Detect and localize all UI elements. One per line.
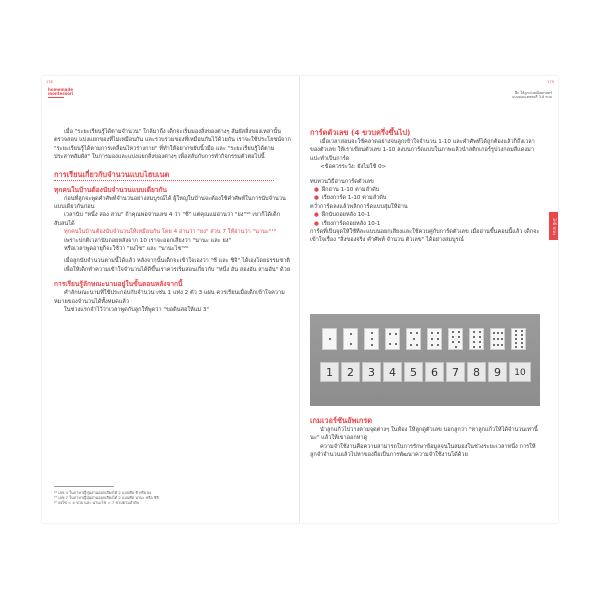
list-item: ● เรียงการ์ดถอยหลัง 10-1: [314, 220, 381, 227]
dot-card: [406, 328, 421, 350]
right-page: [300, 76, 558, 523]
dot-card: [469, 328, 484, 350]
chapter-line-1: ฝึก ให้ลูกเก่งคณิตศาสตร์: [515, 91, 552, 95]
paragraph: หรือเวลาพูดอายุก็จะใช้ว่า "ยงไซ" และ "นานะไซ"²⁰: [64, 246, 189, 253]
footnotes: [54, 486, 254, 506]
number-tile: 4: [383, 362, 402, 382]
brand-line-2: montessori: [48, 91, 74, 97]
dot-card: [364, 328, 379, 350]
dot-card: [490, 328, 505, 350]
subheading-classifiers: การเรียนรู้ลักษณะนามอยู่ในขั้นตอนหลังจากนี้: [54, 280, 183, 289]
bullet-icon: ●: [314, 220, 319, 227]
number-tiles-row: [320, 362, 532, 384]
emphasis-paragraph: ทุกคนในบ้านต้องนับจำนวนให้เหมือนกัน โดย 4 อ่านว่า "ยง" ส่วน 7 ให้อ่านว่า "นานะ"¹⁹: [64, 229, 276, 236]
paragraph: ก่อนที่ลูกจะพูดคำศัพท์จำนวนอย่างสมบูรณ์ได้ ผู้ใหญ่ในบ้านจะต้องใช้คำศัพท์ในการนับจำนวนแบบเดียวกันก่อน: [54, 195, 286, 211]
brand-underline: [48, 97, 64, 98]
number-tile: 7: [446, 362, 465, 382]
heading-counting-method: การเรียนเกี่ยวกับจำนวนแบบไฮบเนต: [54, 169, 170, 179]
paragraph: ทบทวนวิธีอ่านการ์ดตัวเลข: [310, 178, 374, 185]
dot-card: [427, 328, 442, 350]
paragraph: เพื่อให้เด็กทำความเข้าใจจำนวนได้ดีขึ้นเราควรเริ่มสอนเกี่ยวกับ "หนึ่ง อัน สองอัน สามอัน" ด้วย: [64, 266, 291, 273]
paragraph: ความจำใช้งานคือความสามารถในการรักษาข้อมูลจนในสมองในช่วงระยะเวลาหนึ่ง การให้ลูกจำจำนวนแล้วไปหาของถือเป็นการพัฒนาความจำใช้งานได้ด้วย: [310, 443, 536, 459]
steps-list-2: [314, 211, 540, 228]
brand-line-1: homemade: [48, 87, 73, 92]
footnote: ¹⁹ เลข 7 ในภาษาญี่ปุ่นอ่านออกเสียงได้ 2 แบบคือ นานะ หรือ ชิจิ: [54, 494, 159, 500]
number-tile: 1: [320, 362, 339, 382]
left-page-number: 178: [46, 80, 53, 84]
chapter-side-tab: 3-6 ขวบ: [549, 212, 558, 240]
paragraph: เพราะปกติเวลานับถอยหลังจาก 10 เราจะออกเสียงว่า "นานะ และ ยง": [64, 237, 232, 244]
number-tile: 10: [509, 362, 531, 382]
bullet-icon: ●: [314, 187, 319, 194]
paragraph: นำลูกแก้วไปวางตามจุดต่างๆ ในห้อง ให้ลูกดูตัวเลข บอกลูกว่า "หาลูกแก้วให้ได้จำนวนเท่านี้นะ" แล้วให้เขาออกหาดู: [310, 427, 538, 442]
subheading-same-counting: ทุกคนในบ้านต้องนับจำนวนแบบเดียวกัน: [54, 185, 168, 194]
footnote: ²⁰ ยงไซ = 4 ขวบ และ นานะไซ = 7 ขวบตามลำดับ: [54, 500, 140, 506]
paragraph: เมื่อลูกนับจำนวนตามนี้ได้แล้ว หลังจากนั้นเด็กจะเข้าใจเองว่า "ชี และ ชิจิ" ได้เองโดยธรรมชาติ: [64, 258, 290, 265]
bullet-icon: ●: [314, 212, 319, 219]
dot-card: [343, 328, 358, 350]
left-page: [42, 76, 300, 523]
chapter-title: [512, 91, 552, 99]
number-tile: 9: [488, 362, 507, 382]
paragraph: เวลานับ "หนึ่ง สอง สาม" ถ้าคุณพ่อจ่านเลข 4 ว่า "ชี" แต่คุณแม่อ่านว่า "ยง"¹⁸ เขาก็ได้เด็กสับสนได้: [54, 212, 280, 227]
bullet-icon: ●: [314, 195, 319, 202]
dot-cards-row: [322, 328, 528, 352]
footnote-rule: [54, 486, 114, 487]
dot-card: [385, 328, 400, 350]
right-page-number: 179: [547, 80, 554, 84]
footnote: ¹⁸ เลข 4 ในภาษาญี่ปุ่นอ่านออกเสียงได้ 2 แบบคือ ชิ หรือ ยง: [54, 489, 152, 495]
dotted-divider: [54, 180, 274, 184]
dot-card: [322, 328, 337, 350]
list-item: ● ฝึกอ่าน 1-10 ตามลำดับ: [314, 187, 380, 194]
chapter-line-2: แบบมอนเตสซอรี่ 3-6 ขวบ: [512, 95, 552, 100]
steps-list: [314, 186, 540, 203]
caution-note: <ข้อควรระวัง: ยังไม่ใช้ 0>: [320, 164, 387, 171]
number-tile: 5: [404, 362, 423, 382]
right-page-game: [310, 416, 540, 460]
brand-logo: [48, 88, 73, 97]
heading-number-cards: การ์ดตัวเลข (4 ขวบครึ่งขึ้นไป): [310, 128, 411, 137]
list-item: ● ฝึกนับถอยหลัง 10-1: [314, 212, 371, 219]
number-tile: 8: [467, 362, 486, 382]
book-spread: [42, 76, 558, 523]
number-tile: 6: [425, 362, 444, 382]
number-tile: 2: [341, 362, 360, 382]
number-cards-photo: [310, 314, 540, 406]
left-page-body: [54, 128, 294, 315]
page-margin: [0, 76, 42, 523]
paragraph: คำลักษณะนามที่ใช้ประกอบกับจำนวน เช่น 1 แท่ง 2 ตัว 3 แผ่น ควรเรียนเมื่อเด็กเข้าใจความหมายของจำนวนได้ทั้งหมดแล้ว: [54, 290, 285, 305]
paragraph: ในช่วงแรกจำไว้ว่าเวลาพูดกับลูกให้พูดว่า "ขอดินสอให้แม่ 3": [64, 307, 209, 314]
paragraph: การ์ดที่เป็นจุดให้ใช้ทีละแบบนอยกเสียงและใช้ควบคู่กับการ์ดตัวเลข เมื่ออ่านขึ้นคอนนี้แล้ว เด็กจะเข้าใจเรื่อง "สิ่งของจริง คำศัพท์ จำนวน ตัวเลข" ได้อย่างสมบูรณ์: [310, 229, 540, 244]
heading-upgraded-game: เกมเวอร์ชันอัพเกรด: [310, 416, 373, 425]
intro-paragraph: เมื่อ "ระยะเรียนรู้ได้ตามจำนวน" ใกล้มาถึง เด็กจะเริ่มมองสิ่งของต่างๆ สัมผัสสิ่งของเหล่านั้น ตรวจสอบ แบ่งแยกของที่ไม่เหมือนกัน และรวบรวมของที่เหมือนกันไว้ด้วยกัน เราจะใช้ประโยชน์จาก "ระยะเรียนรู้ได้ตามการเคลื่อนไหวร่างกาย" ที่ทำให้อยากขยับนิ้วมือ และ "ระยะเรียนรู้ได้ตามประสาทสัมผัส" ในการมองและแบ่งแยกสิ่งของต่างๆ เพื่อสลับกับการทำกิจกรรมตัวต่อไปนี้: [54, 129, 291, 161]
number-tile: 3: [362, 362, 381, 382]
dot-card: [511, 328, 526, 350]
list-item: ● เรียงการ์ด 1-10 ตามลำดับ: [314, 195, 387, 202]
dot-card: [448, 328, 463, 350]
right-page-body: [310, 128, 540, 245]
paragraph: คว่ำการ์ดลงแล้วพลิกการ์ดแบบสุ่มให้อ่าน: [310, 203, 408, 210]
paragraph: เมื่อเวลาสอนจะใช้คลาดอย่างจนลูกเข้าใจจำนวน 1-10 และคำศัพท์ได้ถูกต้องแล้วก็ถึงเวลาของตัวเลข ให้เราเขียนตัวเลข 1-10 ลงบนการ์ดแบบในภาพแล้วนำสติกเกอร์รูปวงกลมสีแดงมาแปะทำเป็นการ์ด: [310, 139, 535, 162]
